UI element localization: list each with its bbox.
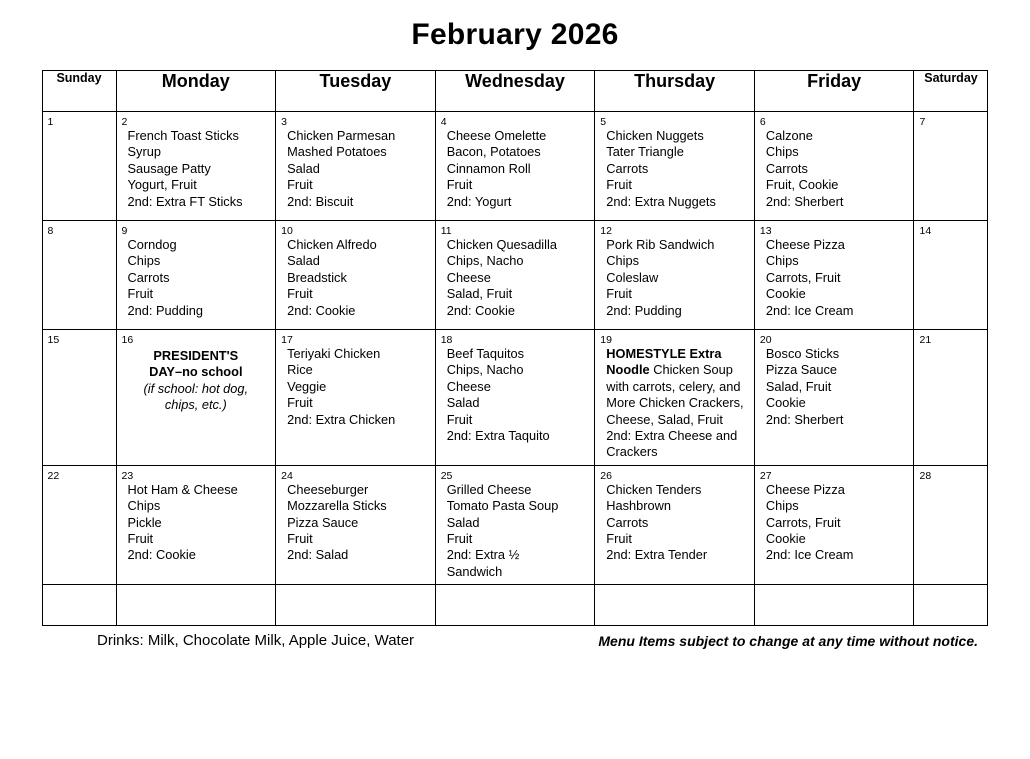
holiday-line: PRESIDENT'S <box>153 348 239 363</box>
calendar-day-cell <box>595 221 755 330</box>
menu-item-list <box>436 237 595 323</box>
day-number: 18 <box>440 334 453 346</box>
calendar-day-cell <box>435 465 595 584</box>
calendar-day-cell <box>914 221 988 330</box>
calendar-day-cell <box>116 330 276 466</box>
calendar-day-cell <box>276 330 436 466</box>
menu-item: Cookie <box>765 395 806 411</box>
menu-item: Fruit <box>606 531 632 547</box>
day-number: 17 <box>281 334 293 346</box>
calendar-day-cell <box>914 330 988 466</box>
menu-item: Carrots <box>765 160 808 176</box>
menu-calendar <box>42 70 989 626</box>
menu-item-list <box>595 346 754 465</box>
day-number: 6 <box>759 116 766 128</box>
menu-item: Chips, Nacho <box>446 362 524 378</box>
menu-item-list <box>436 128 595 214</box>
menu-item-list <box>276 346 435 432</box>
menu-item: Chips <box>765 498 799 514</box>
page-title: February 2026 <box>411 18 619 51</box>
menu-item-list <box>276 237 435 323</box>
column-header-wednesday: Wednesday <box>435 71 595 112</box>
menu-item: Mozzarella Sticks <box>287 498 387 514</box>
menu-item: Chips <box>765 253 799 269</box>
menu-item-list <box>436 346 595 448</box>
menu-item: Cinnamon Roll <box>446 160 531 176</box>
calendar-day-cell <box>435 112 595 221</box>
calendar-day-cell <box>595 112 755 221</box>
menu-item: French Toast Sticks <box>127 128 239 143</box>
day-number: 22 <box>47 469 60 482</box>
calendar-week-row <box>42 465 988 584</box>
day-number: 7 <box>919 116 926 128</box>
holiday-line: DAY–no school <box>149 364 243 380</box>
menu-item: 2nd: Extra Cheese and Crackers <box>606 428 738 460</box>
day-number: 10 <box>281 225 293 237</box>
footer-notice: Menu Items subject to change at any time without notice. <box>598 633 978 650</box>
menu-item: Chips <box>606 253 640 269</box>
menu-item: Pickle <box>127 514 162 530</box>
calendar-day-cell <box>116 465 276 584</box>
menu-item: Fruit <box>606 286 632 302</box>
calendar-day-cell <box>42 221 116 330</box>
menu-item: Carrots, Fruit <box>765 514 841 530</box>
menu-item: Syrup <box>127 144 161 160</box>
day-number: 9 <box>121 225 128 237</box>
day-number: 19 <box>600 334 612 346</box>
menu-item: 2nd: Pudding <box>606 302 682 318</box>
menu-item: Salad <box>287 253 320 269</box>
calendar-day-cell <box>116 585 276 626</box>
menu-item: 2nd: Cookie <box>127 547 196 563</box>
menu-item: Bacon, Potatoes <box>446 144 541 160</box>
menu-item: Cookie <box>765 531 806 547</box>
menu-item: Fruit <box>287 286 313 302</box>
menu-item-list <box>276 128 435 214</box>
calendar-day-cell <box>116 221 276 330</box>
day-number: 2 <box>121 116 128 128</box>
day-number <box>914 585 987 589</box>
menu-item: Veggie <box>287 378 327 394</box>
menu-item-list <box>595 482 754 568</box>
menu-item: Chicken Alfredo <box>287 237 377 252</box>
menu-item: 2nd: Extra Nuggets <box>606 193 716 209</box>
calendar-day-cell <box>42 465 116 584</box>
menu-item: Chips, Nacho <box>446 253 524 269</box>
day-number <box>595 585 754 589</box>
menu-item: Cheese Pizza <box>765 481 845 497</box>
day-number: 8 <box>47 225 54 237</box>
menu-item: Corndog <box>127 237 177 252</box>
menu-item: Breadstick <box>287 269 347 285</box>
menu-item: Teriyaki Chicken <box>287 346 381 361</box>
day-number <box>276 585 435 589</box>
menu-item: Cheese <box>446 378 491 394</box>
calendar-page <box>0 18 1030 759</box>
calendar-week-row <box>42 221 988 330</box>
menu-item: Fruit <box>287 395 313 411</box>
menu-item: Salad <box>446 514 480 530</box>
menu-item: Salad, Fruit <box>765 378 832 394</box>
menu-item: Chicken Tenders <box>606 481 702 497</box>
menu-item: Pizza Sauce <box>765 362 838 378</box>
menu-item: Grilled Cheese <box>446 481 532 497</box>
menu-item: 2nd: Biscuit <box>287 193 354 209</box>
menu-item: Fruit <box>446 177 473 193</box>
menu-item: 2nd: Extra FT Sticks <box>127 193 243 209</box>
menu-item: 2nd: Extra ½ <box>446 547 520 563</box>
menu-item: Cheese Omelette <box>446 128 547 143</box>
menu-item: Sausage Patty <box>127 160 211 176</box>
calendar-day-cell <box>595 465 755 584</box>
day-number: 21 <box>919 334 932 346</box>
calendar-day-cell <box>595 585 755 626</box>
menu-item: Cheeseburger <box>287 481 369 497</box>
menu-item: Calzone <box>765 128 813 143</box>
menu-item: Chicken Nuggets <box>606 128 704 143</box>
calendar-day-cell <box>116 112 276 221</box>
menu-item: Fruit <box>127 531 154 547</box>
menu-item: 2nd: Sherbert <box>765 193 844 209</box>
menu-item: Fruit <box>606 177 632 193</box>
menu-item: 2nd: Ice Cream <box>765 547 854 563</box>
menu-item: Fruit <box>287 177 313 193</box>
menu-item: Carrots <box>606 160 649 176</box>
footer-drinks: Drinks: Milk, Chocolate Milk, Apple Juice, Water <box>97 632 415 650</box>
menu-item: Fruit, Cookie <box>765 177 839 193</box>
menu-item: Carrots <box>127 269 170 285</box>
menu-item-featured <box>606 346 748 428</box>
day-number: 25 <box>440 469 453 482</box>
menu-item: 2nd: Yogurt <box>446 193 512 209</box>
day-number: 11 <box>440 225 452 237</box>
calendar-day-cell <box>754 330 914 466</box>
calendar-day-cell <box>754 585 914 626</box>
menu-item: 2nd: Extra Tender <box>606 547 708 563</box>
footer <box>42 632 988 656</box>
calendar-body <box>42 112 988 626</box>
menu-item: Pizza Sauce <box>287 514 359 530</box>
column-header-saturday: Saturday <box>914 71 988 112</box>
calendar-day-cell <box>276 465 436 584</box>
menu-item: 2nd: Salad <box>287 547 349 563</box>
calendar-day-cell <box>435 330 595 466</box>
menu-item-list <box>117 482 276 568</box>
menu-item-list <box>117 237 276 323</box>
calendar-day-cell <box>754 221 914 330</box>
menu-item: 2nd: Extra Chicken <box>287 411 396 427</box>
menu-item: Sandwich <box>446 563 503 579</box>
day-number: 16 <box>121 334 134 346</box>
menu-item: Salad <box>287 160 320 176</box>
menu-item: Carrots <box>606 514 649 530</box>
calendar-day-cell <box>435 221 595 330</box>
calendar-day-cell <box>754 112 914 221</box>
day-number: 5 <box>600 116 607 128</box>
menu-item-list <box>755 482 914 568</box>
menu-item: 2nd: Ice Cream <box>765 302 854 318</box>
menu-item-list <box>595 237 754 323</box>
menu-item: Rice <box>287 362 313 378</box>
menu-item-list <box>755 128 914 214</box>
menu-item: Chicken Parmesan <box>287 128 396 143</box>
column-header-sunday: Sunday <box>42 71 116 112</box>
menu-item: Fruit <box>287 531 313 547</box>
column-header-tuesday: Tuesday <box>276 71 436 112</box>
day-number: 24 <box>281 469 293 482</box>
menu-item: 2nd: Cookie <box>446 302 515 318</box>
calendar-day-cell <box>914 112 988 221</box>
holiday-line: (if school: hot dog, <box>143 380 249 396</box>
menu-item: Mashed Potatoes <box>287 144 387 160</box>
day-number: 13 <box>759 225 772 237</box>
calendar-day-cell <box>595 330 755 466</box>
day-number: 23 <box>121 469 134 482</box>
menu-item: 2nd: Sherbert <box>765 411 844 427</box>
menu-item: Salad, Fruit <box>446 286 513 302</box>
menu-item: Chips <box>765 144 799 160</box>
menu-item-list <box>755 237 914 323</box>
menu-item: Chicken Quesadilla <box>446 237 557 252</box>
menu-item-list <box>755 346 914 432</box>
menu-item: Bosco Sticks <box>765 346 840 361</box>
day-number: 27 <box>759 469 772 482</box>
calendar-day-cell <box>754 465 914 584</box>
day-number: 15 <box>47 334 60 346</box>
menu-item-featured-rest: Chicken Soup with carrots, celery, and More Chicken Crackers, Cheese, Salad, Fruit <box>606 362 744 427</box>
calendar-header-row <box>42 71 988 112</box>
menu-item-list <box>595 128 754 214</box>
calendar-day-cell <box>42 112 116 221</box>
menu-item: Tater Triangle <box>606 144 684 160</box>
day-number: 26 <box>600 469 612 482</box>
menu-item: Chips <box>127 498 161 514</box>
column-header-thursday: Thursday <box>595 71 755 112</box>
menu-item: Hashbrown <box>606 498 672 514</box>
menu-item: 2nd: Extra Taquito <box>446 428 550 444</box>
calendar-day-cell <box>435 585 595 626</box>
day-number: 4 <box>440 116 447 128</box>
column-header-monday: Monday <box>116 71 276 112</box>
day-number: 1 <box>47 116 54 128</box>
day-number <box>117 585 276 589</box>
menu-item: Fruit <box>446 531 473 547</box>
menu-item-list <box>117 128 276 214</box>
day-number: 28 <box>919 469 932 482</box>
menu-item-featured-label: HOMESTYLE Extra Noodle <box>606 346 722 378</box>
calendar-day-cell <box>276 585 436 626</box>
menu-item: Salad <box>446 395 480 411</box>
calendar-day-cell <box>42 330 116 466</box>
menu-item: Pork Rib Sandwich <box>606 237 715 252</box>
calendar-day-cell <box>914 585 988 626</box>
day-number: 3 <box>281 116 287 128</box>
menu-item: Cheese Pizza <box>765 237 845 252</box>
holiday-note <box>117 346 276 418</box>
calendar-day-cell <box>42 585 116 626</box>
menu-item: Beef Taquitos <box>446 346 525 361</box>
column-header-friday: Friday <box>754 71 914 112</box>
menu-item-list <box>436 482 595 584</box>
calendar-week-row <box>42 330 988 466</box>
menu-item: Hot Ham & Cheese <box>127 481 238 497</box>
menu-item-list <box>276 482 435 568</box>
menu-item: Coleslaw <box>606 269 659 285</box>
day-number: 12 <box>600 225 612 237</box>
calendar-week-row <box>42 585 988 626</box>
calendar-week-row <box>42 112 988 221</box>
menu-item: Fruit <box>127 286 154 302</box>
calendar-day-cell <box>276 221 436 330</box>
day-number: 14 <box>919 225 932 237</box>
menu-item: Cookie <box>765 286 806 302</box>
menu-item: 2nd: Cookie <box>287 302 356 318</box>
menu-item: Tomato Pasta Soup <box>446 498 559 514</box>
menu-item: 2nd: Pudding <box>127 302 203 318</box>
day-number <box>43 585 116 589</box>
day-number: 20 <box>759 334 772 346</box>
menu-item: Yogurt, Fruit <box>127 177 197 193</box>
menu-item: Fruit <box>446 411 473 427</box>
calendar-day-cell <box>276 112 436 221</box>
day-number <box>436 585 595 589</box>
day-number <box>755 585 914 589</box>
menu-item: Carrots, Fruit <box>765 269 841 285</box>
menu-item: Cheese <box>446 269 491 285</box>
calendar-day-cell <box>914 465 988 584</box>
holiday-line: chips, etc.) <box>164 397 227 413</box>
menu-item: Chips <box>127 253 161 269</box>
